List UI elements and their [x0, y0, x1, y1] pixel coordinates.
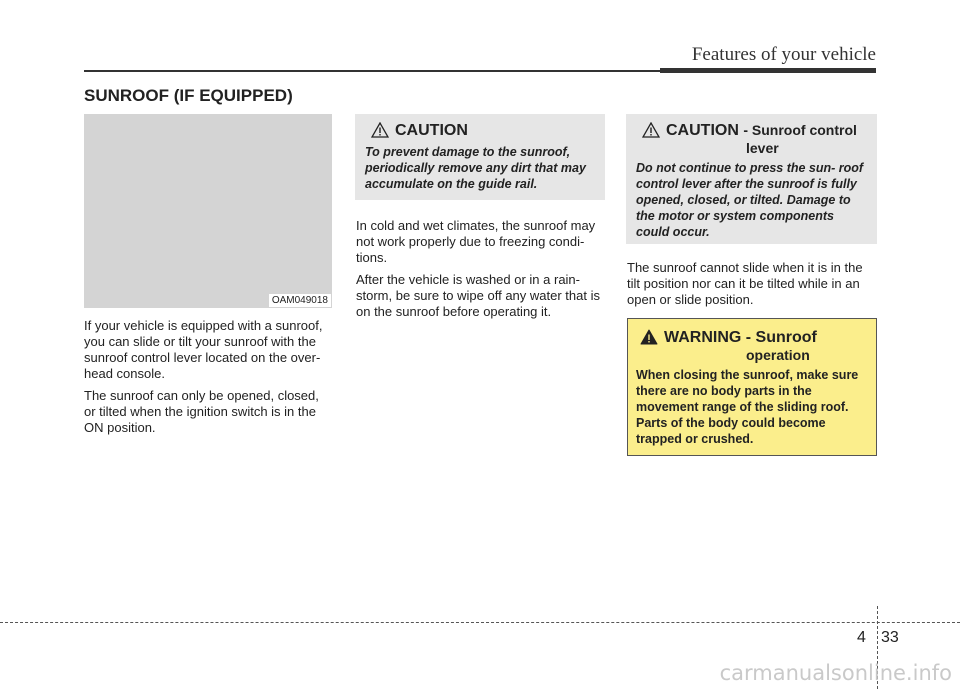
warning-box-sunroof-operation — [627, 318, 877, 456]
watermark: carmanualsonline.info — [719, 661, 952, 685]
section-title: SUNROOF (IF EQUIPPED) — [84, 86, 293, 105]
caution-text: Do not continue to press the sun- roof control lever after the sunroof is fully opened, closed, or tilted. Damage to the motor or system components could occur. — [636, 161, 864, 239]
caution-triangle-outline-icon — [371, 122, 389, 138]
warning-title-line2: operation — [746, 347, 810, 363]
column-3-text — [627, 260, 879, 314]
paragraph: If your vehicle is equipped with a sunroof, you can slide or tilt your sunroof with the sunroof control lever located on the over- head console. — [84, 318, 323, 381]
chapter-title: Features of your vehicle — [691, 44, 876, 65]
paragraph: The sunroof cannot slide when it is in the tilt position nor can it be tilted while in an open or slide position. — [627, 260, 863, 307]
footer-divider — [0, 622, 960, 623]
header-accent-bar — [660, 68, 876, 73]
column-1-text — [84, 318, 334, 442]
column-2-text — [356, 218, 606, 326]
caution-subtitle: - Sunroof control — [743, 122, 857, 138]
chapter-number: 4 — [857, 629, 866, 646]
caution-box-guide-rail — [355, 114, 605, 200]
warning-triangle-filled-icon — [640, 329, 658, 345]
paragraph: After the vehicle is washed or in a rain- storm, be sure to wipe off any water that is on the sunroof before operating it. — [356, 272, 600, 319]
caution-title: CAUTION — [395, 122, 468, 139]
figure-code: OAM049018 — [269, 294, 331, 307]
caution-header — [636, 122, 867, 156]
caution-box-control-lever — [626, 114, 877, 244]
caution-text: To prevent damage to the sunroof, periodically remove any dirt that may accumulate on the guide rail. — [365, 145, 586, 191]
caution-subtitle-line2: lever — [746, 140, 779, 156]
warning-text: When closing the sunroof, make sure there are no body parts in the movement range of the sliding roof. Parts of the body could become trapped or crushed. — [636, 368, 859, 446]
paragraph: The sunroof can only be opened, closed, or tilted when the ignition switch is in the ON position. — [84, 388, 319, 435]
page-number: 33 — [881, 629, 899, 646]
warning-header — [636, 329, 868, 363]
caution-title: CAUTION — [666, 122, 739, 139]
sunroof-photo — [84, 114, 332, 308]
caution-triangle-outline-icon — [642, 122, 660, 138]
paragraph: In cold and wet climates, the sunroof may not work properly due to freezing condi- tions. — [356, 218, 596, 265]
caution-header — [365, 122, 595, 140]
warning-title: WARNING - Sunroof — [664, 329, 817, 346]
